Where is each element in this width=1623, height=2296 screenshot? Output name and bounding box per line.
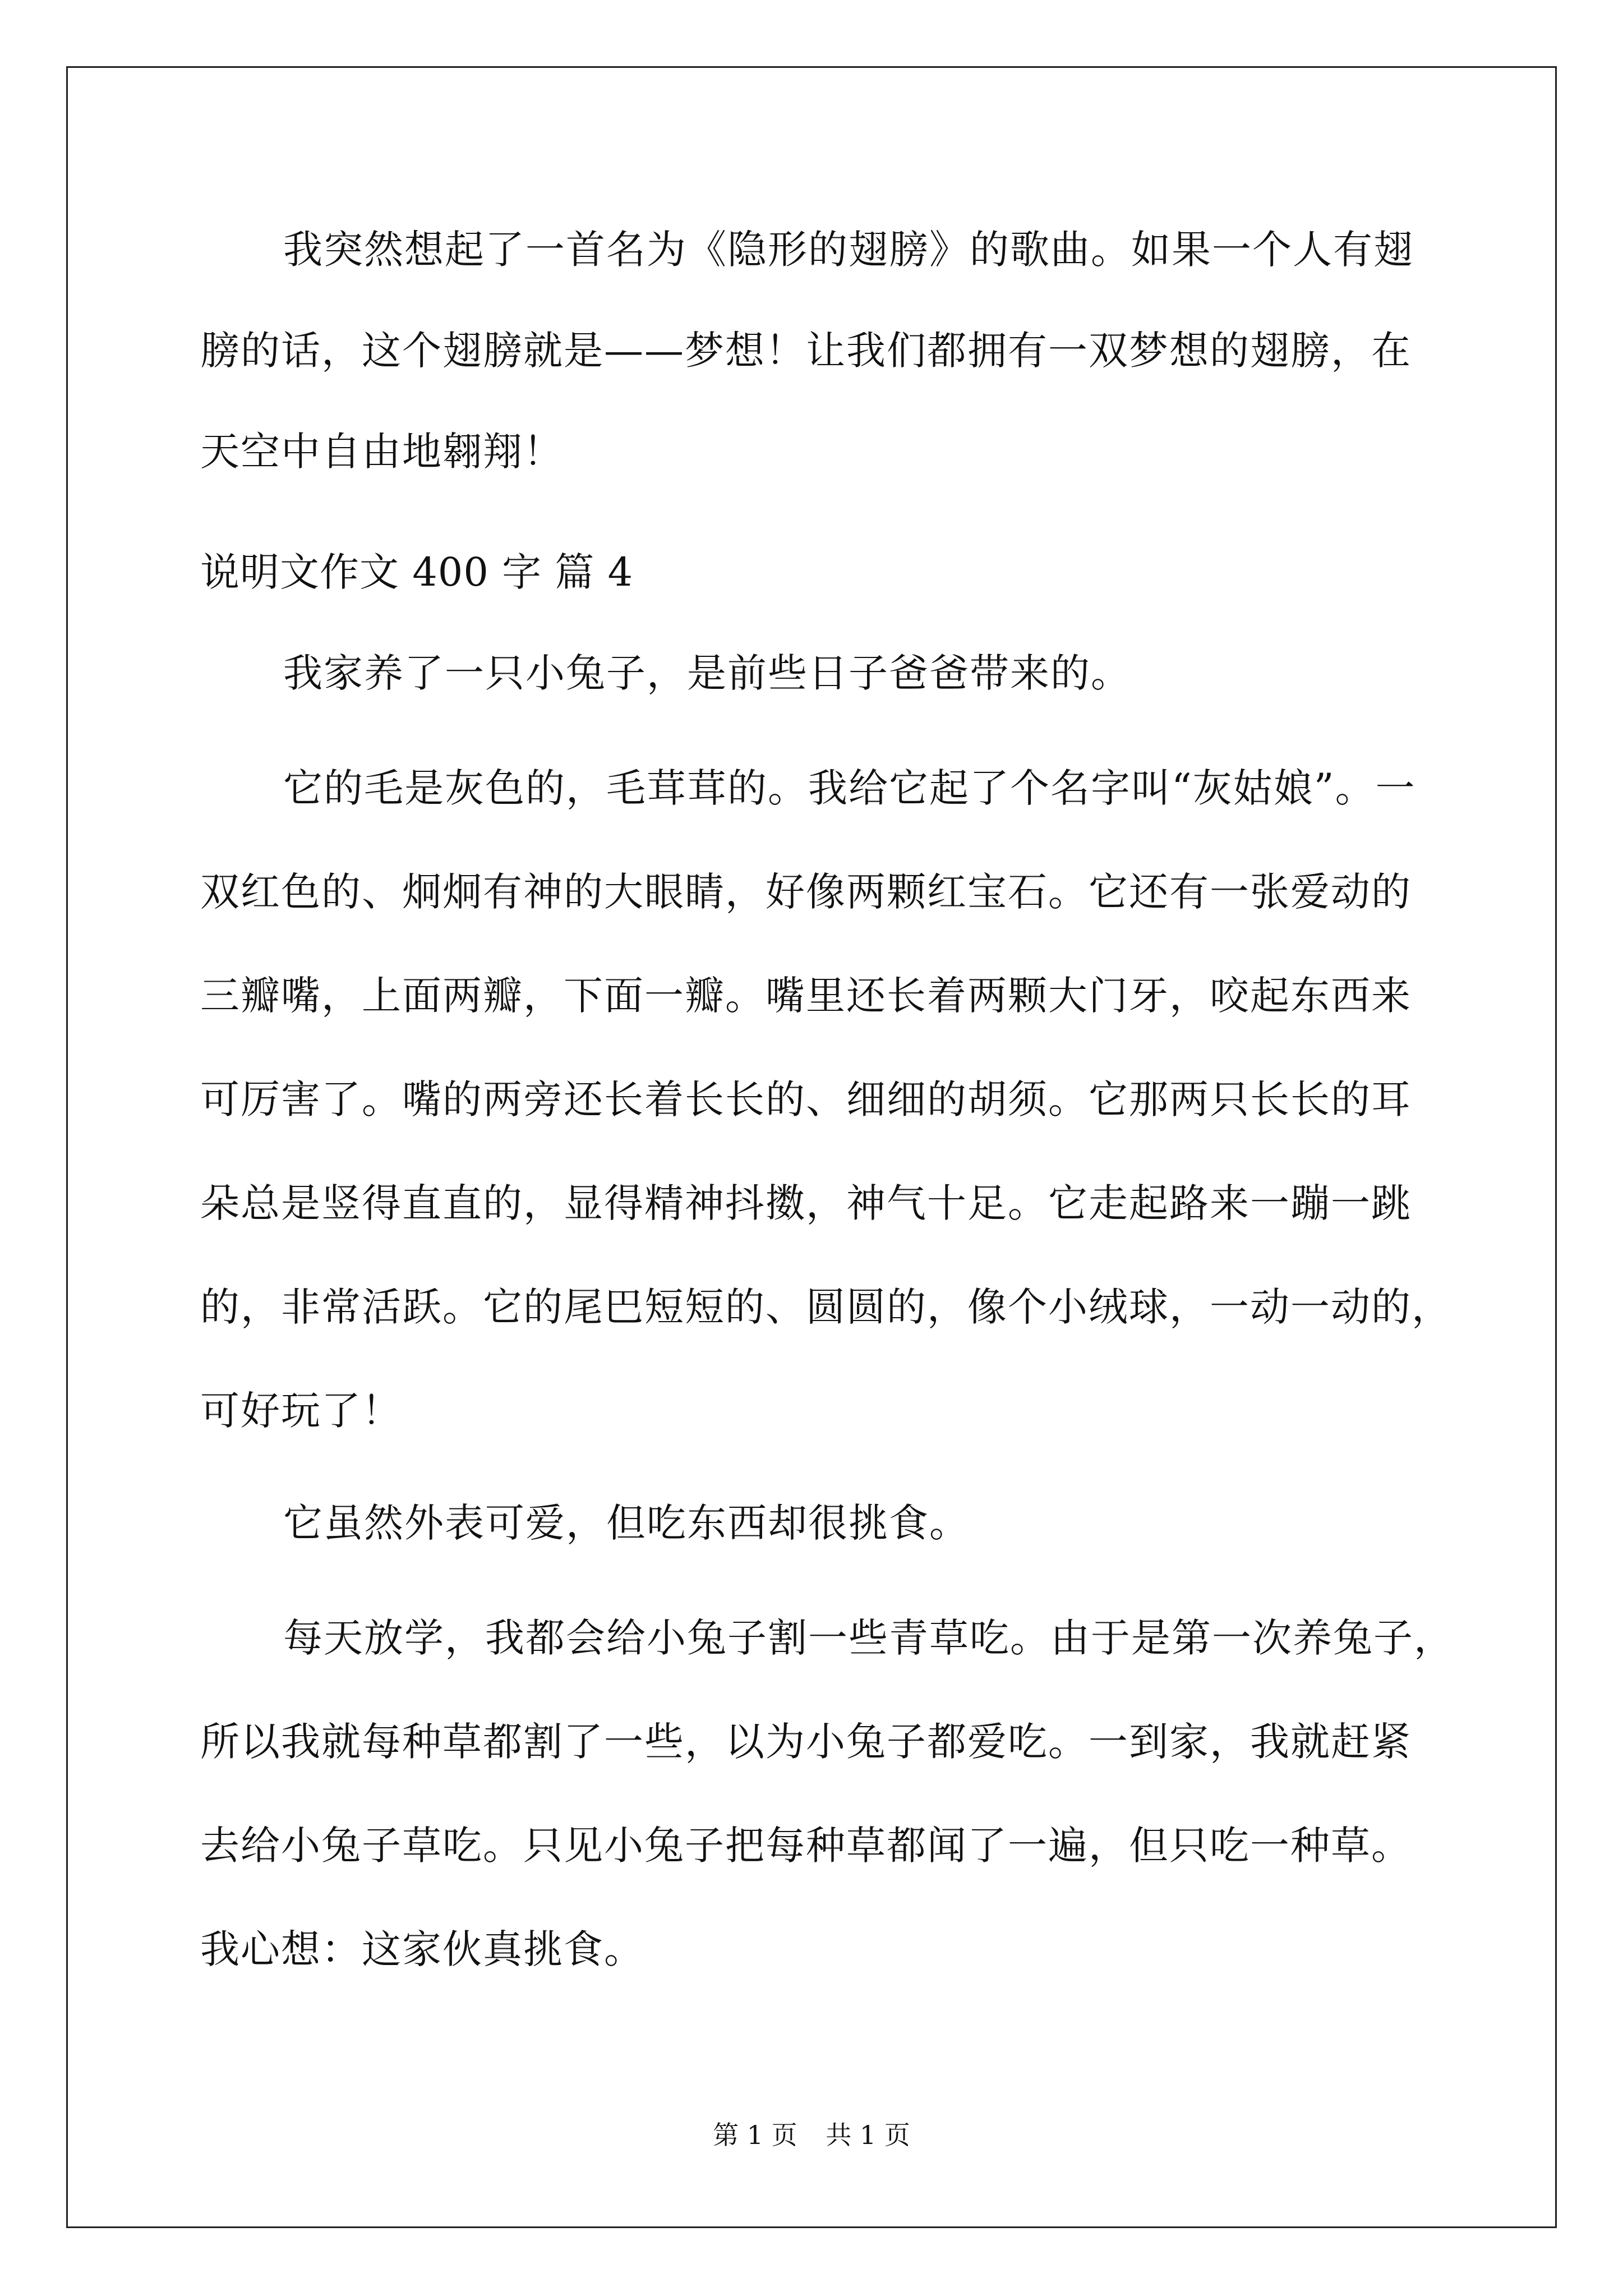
- paragraph-line: 去给小兔子草吃。只见小兔子把每种草都闻了一遍，但只吃一种草。: [200, 1823, 1412, 1869]
- paragraph-line: 我突然想起了一首名为《隐形的翅膀》的歌曲。如果一个人有翅: [283, 227, 1414, 273]
- page-total: 共 1 页: [826, 2120, 910, 2150]
- paragraph-line: 朵总是竖得直直的，显得精神抖擞，神气十足。它走起路来一蹦一跳: [200, 1180, 1412, 1226]
- section-heading: 说明文作文 400 字 篇 4: [200, 549, 634, 595]
- paragraph-line: 双红色的、炯炯有神的大眼睛，好像两颗红宝石。它还有一张爱动的: [200, 869, 1412, 915]
- paragraph-line: 天空中自由地翱翔！: [200, 429, 564, 475]
- paragraph-line: 每天放学，我都会给小兔子割一些青草吃。由于是第一次养兔子，: [283, 1615, 1454, 1661]
- paragraph-line: 的，非常活跃。它的尾巴短短的、圆圆的，像个小绒球，一动一动的，: [200, 1284, 1452, 1330]
- page-footer: [0, 2115, 1623, 2152]
- page-border: [66, 66, 1557, 2228]
- paragraph-line: 三瓣嘴，上面两瓣，下面一瓣。嘴里还长着两颗大门牙，咬起东西来: [200, 973, 1412, 1019]
- page-number: 第 1 页: [713, 2120, 797, 2150]
- paragraph-line: 我家养了一只小兔子，是前些日子爸爸带来的。: [283, 650, 1131, 696]
- paragraph-line: 我心想：这家伙真挑食。: [200, 1926, 644, 1972]
- paragraph-line: 可好玩了！: [200, 1388, 402, 1434]
- paragraph-line: 可厉害了。嘴的两旁还长着长长的、细细的胡须。它那两只长长的耳: [200, 1076, 1412, 1122]
- paragraph-line: 膀的话，这个翅膀就是——梦想！让我们都拥有一双梦想的翅膀，在: [200, 328, 1412, 374]
- paragraph-line: 它的毛是灰色的，毛茸茸的。我给它起了个名字叫“灰姑娘”。一: [283, 765, 1416, 811]
- paragraph-line: 所以我就每种草都割了一些，以为小兔子都爱吃。一到家，我就赶紧: [200, 1719, 1412, 1765]
- paragraph-line: 它虽然外表可爱，但吃东西却很挑食。: [283, 1500, 970, 1546]
